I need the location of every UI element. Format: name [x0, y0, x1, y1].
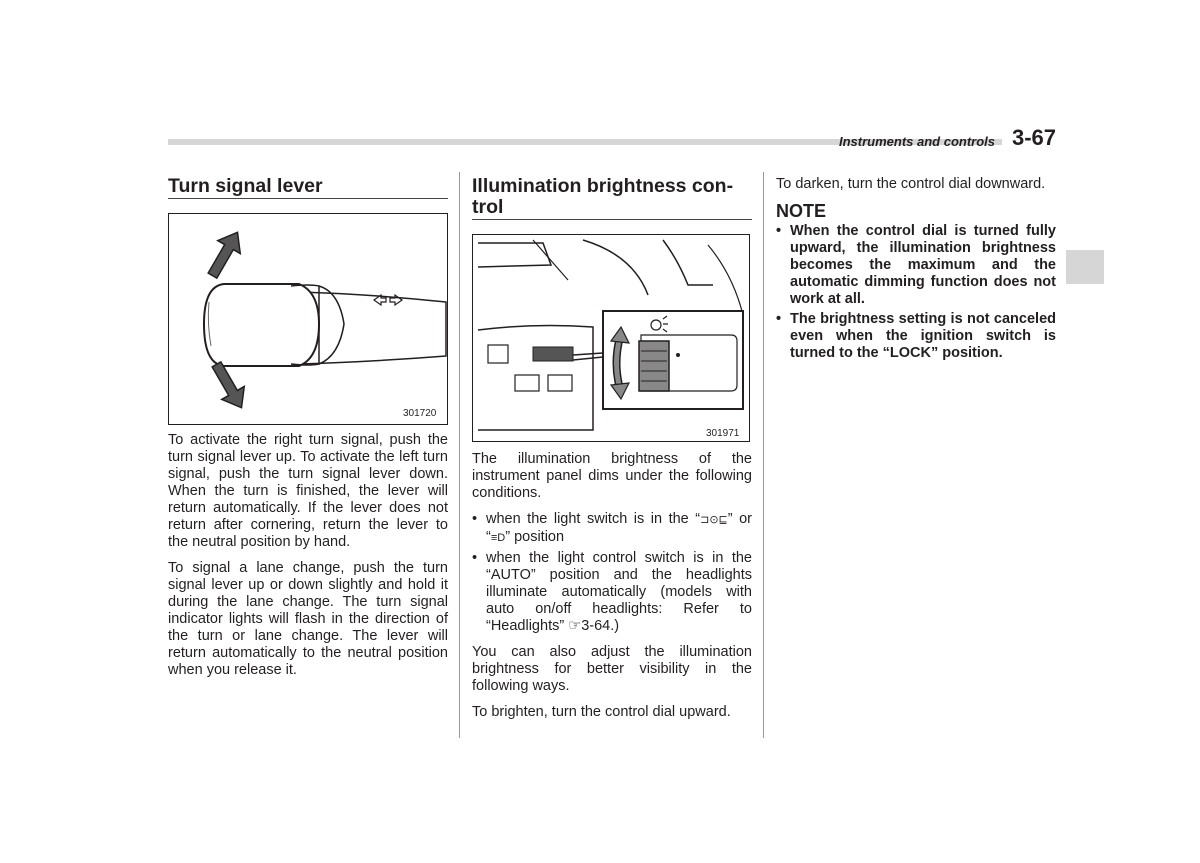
section-tab-marker: [1066, 250, 1104, 284]
bullet-auto-headlights: [472, 550, 752, 635]
turn-signal-lever-illustration: [169, 214, 447, 424]
column-1: [168, 176, 448, 688]
bullet-dot: •: [776, 223, 782, 239]
illumination-heading: Illumination brightness con-trol: [472, 176, 752, 220]
illumination-para-2: You can also adjust the illumination brightness for better visibility in the following ways.: [472, 644, 752, 694]
note-item-1: [776, 223, 1056, 308]
header-section-title: Instruments and controls: [839, 134, 996, 149]
bullet-2-text: when the light control switch is in the “AUTO” position and the headlights illuminate automatically (models with auto on/off headlights: Refer to “Headlights” ☞3-64.): [486, 550, 752, 634]
turn-signal-para-1: To activate the right turn signal, push the turn signal lever up. To activate the left turn signal, push the turn signal lever down. When the turn is finished, the lever will return automatically. If the lever does not return after cornering, return the lever to the neutral position by hand.: [168, 432, 448, 550]
illumination-para-3: To brighten, turn the control dial upward.: [472, 704, 731, 720]
bullet-1-text-post: ” position: [505, 529, 565, 545]
darken-para: To darken, turn the control dial downward.: [776, 176, 1046, 192]
bullet-dot: •: [472, 550, 478, 566]
small-light-symbol-icon: ⊐⊙⊑: [700, 514, 728, 526]
turn-signal-para-2: To signal a lane change, push the turn signal lever up or down slightly and hold it during the lane change. The turn signal indicator lights will flash in the direction of the turn or lane change. The lever will return automatically to the neutral position when you release it.: [168, 560, 448, 678]
page-number: 3-67: [1012, 125, 1057, 150]
bullet-1-text-pre: when the light switch is in the “: [486, 511, 701, 527]
turn-signal-lever-figure: [168, 213, 448, 425]
column-2: [472, 176, 752, 730]
headlight-symbol-icon: ≡D: [490, 532, 506, 544]
note-1-text: When the control dial is turned fully upward, the illumination brightness becomes the maximum and the automatic dimming function does not work at all.: [790, 223, 1056, 307]
column-divider-2: [763, 172, 764, 738]
bullet-dot: •: [472, 511, 478, 527]
figure-code: 301720: [403, 408, 437, 419]
turn-signal-heading: Turn signal lever: [168, 176, 448, 199]
note-item-2: [776, 311, 1056, 362]
illumination-para-1: The illumination brightness of the instrument panel dims under the following conditions.: [472, 451, 752, 501]
up-arrow-icon: [201, 226, 249, 282]
dashboard-dial-illustration: [473, 235, 749, 441]
bullet-dot: •: [776, 311, 782, 327]
note-2-text: The brightness setting is not canceled even when the ignition switch is turned to the “LOCK” position.: [790, 311, 1056, 361]
note-title: NOTE: [776, 201, 827, 221]
column-3: [776, 176, 1056, 365]
bullet-1-text-mid: ” or “: [486, 511, 753, 545]
column-divider-1: [459, 172, 460, 738]
figure-code: 301971: [706, 428, 740, 439]
bullet-light-switch: [472, 511, 752, 547]
illumination-control-figure: [472, 234, 750, 442]
